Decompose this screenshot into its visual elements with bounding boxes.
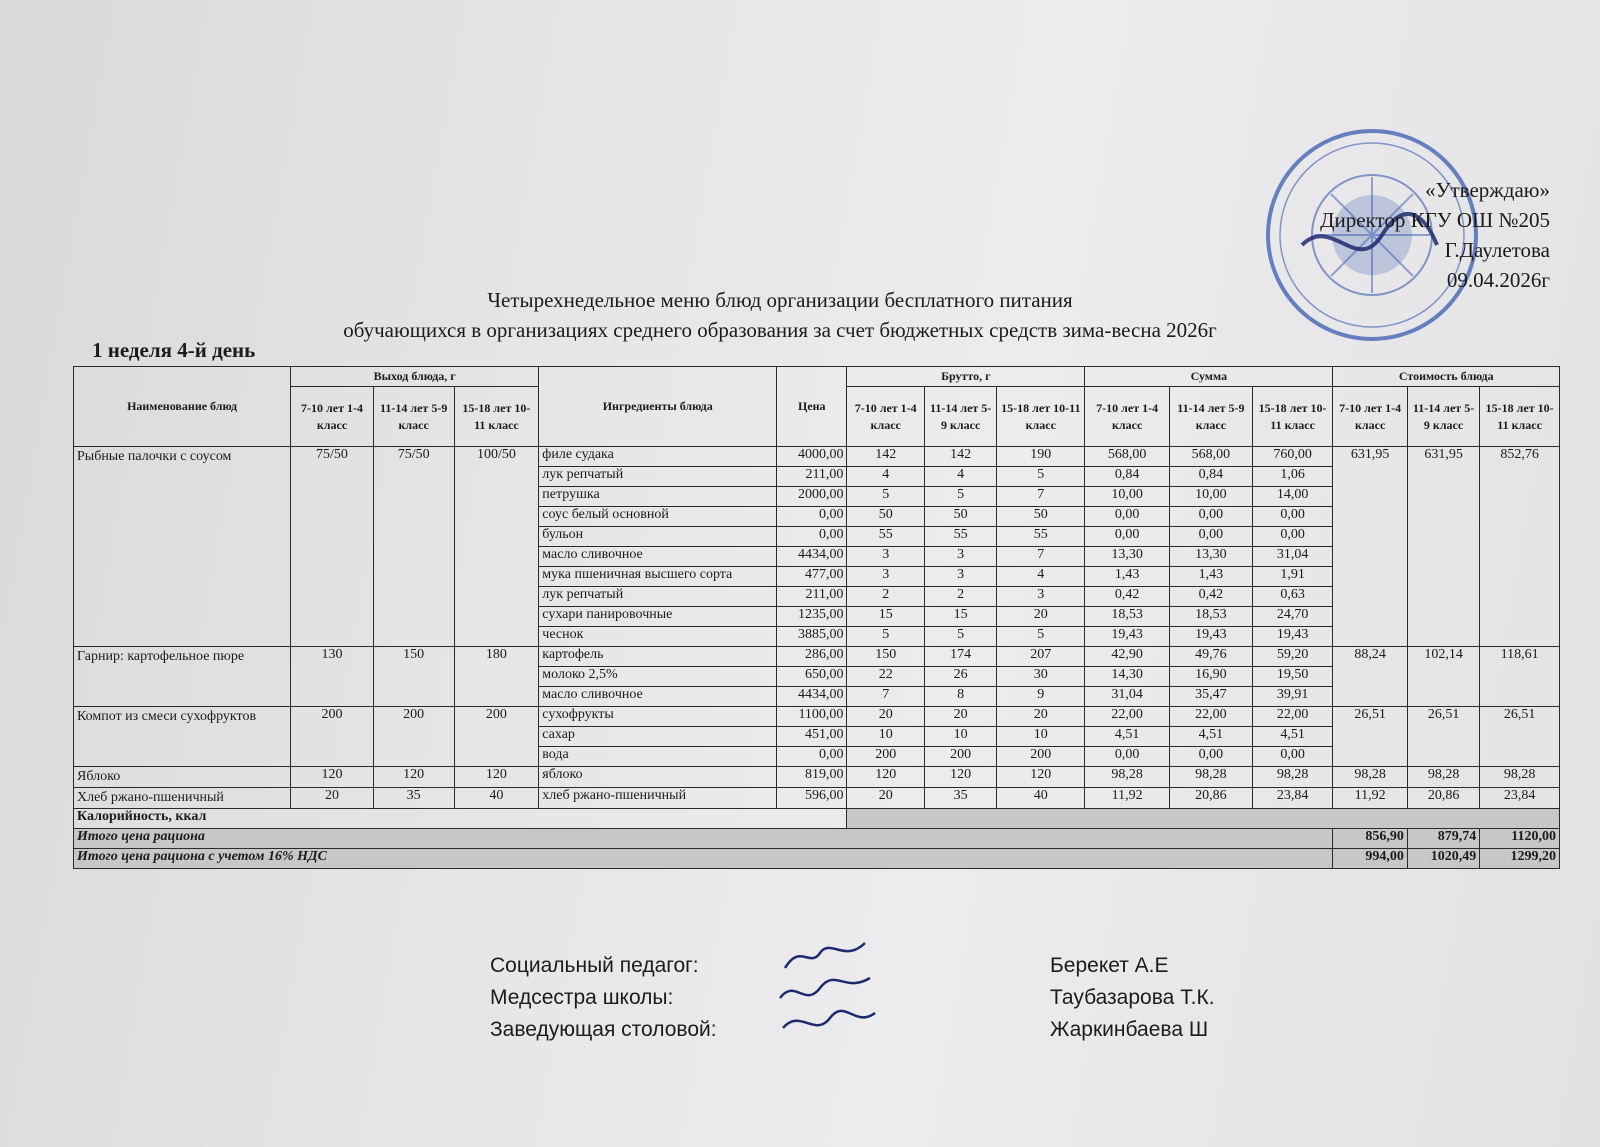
ingredient-brutto: 200: [924, 747, 996, 767]
ingredient-sum: 0,42: [1085, 587, 1170, 607]
ingredient-sum: 22,00: [1252, 707, 1333, 727]
ingredient-sum: 0,00: [1252, 527, 1333, 547]
ingredient-sum: 39,91: [1252, 687, 1333, 707]
header-brutto-age: 7-10 лет 1-4 класс: [847, 387, 925, 447]
ingredient-sum: 568,00: [1170, 447, 1253, 467]
ingredient-sum: 10,00: [1085, 487, 1170, 507]
document-title: [240, 285, 1320, 345]
ingredient-brutto: 35: [924, 788, 996, 809]
ingredient-name: лук репчатый: [539, 587, 777, 607]
signature-name: Берекет А.Е: [1050, 954, 1169, 977]
dish-yield: 75/50: [291, 447, 374, 647]
ingredient-brutto: 200: [997, 747, 1085, 767]
menu-table: [73, 366, 1560, 869]
ingredient-price: 1100,00: [777, 707, 847, 727]
ingredient-brutto: 120: [997, 767, 1085, 788]
ingredient-sum: 4,51: [1170, 727, 1253, 747]
ingredient-sum: 0,84: [1085, 467, 1170, 487]
ingredient-brutto: 7: [847, 687, 925, 707]
ingredient-price: 0,00: [777, 527, 847, 547]
ingredient-sum: 1,43: [1170, 567, 1253, 587]
header-brutto-age: 15-18 лет 10-11 класс: [997, 387, 1085, 447]
header-cost-age: 11-14 лет 5-9 класс: [1407, 387, 1479, 447]
ingredient-sum: 19,50: [1252, 667, 1333, 687]
ingredient-brutto: 26: [924, 667, 996, 687]
ingredient-brutto: 50: [997, 507, 1085, 527]
dish-yield: 200: [291, 707, 374, 767]
dish-name: Рыбные палочки с соусом: [74, 447, 291, 647]
dish-yield: 150: [373, 647, 454, 707]
ingredient-price: 451,00: [777, 727, 847, 747]
header-sum-age: 7-10 лет 1-4 класс: [1085, 387, 1170, 447]
total-label: Итого цена рациона: [74, 829, 1333, 849]
dish-cost: 20,86: [1407, 788, 1479, 809]
ingredient-sum: 0,00: [1085, 527, 1170, 547]
ingredient-sum: 18,53: [1170, 607, 1253, 627]
ingredient-brutto: 5: [997, 627, 1085, 647]
ingredient-price: 211,00: [777, 467, 847, 487]
ingredient-brutto: 55: [847, 527, 925, 547]
ingredient-brutto: 7: [997, 487, 1085, 507]
ingredient-brutto: 2: [924, 587, 996, 607]
ingredient-brutto: 142: [924, 447, 996, 467]
approval-heading: «Утверждаю»: [1425, 178, 1550, 202]
dish-yield: 120: [454, 767, 539, 788]
ingredient-brutto: 5: [997, 467, 1085, 487]
ingredient-sum: 1,43: [1085, 567, 1170, 587]
ingredient-sum: 59,20: [1252, 647, 1333, 667]
ingredient-brutto: 190: [997, 447, 1085, 467]
dish-cost: 98,28: [1480, 767, 1560, 788]
dish-name: Яблоко: [74, 767, 291, 788]
signature-name: Таубазарова Т.К.: [1050, 986, 1215, 1009]
ingredient-sum: 31,04: [1085, 687, 1170, 707]
ingredient-brutto: 30: [997, 667, 1085, 687]
ingredient-brutto: 20: [924, 707, 996, 727]
ingredient-sum: 19,43: [1085, 627, 1170, 647]
dish-yield: 100/50: [454, 447, 539, 647]
ingredient-sum: 19,43: [1252, 627, 1333, 647]
ingredient-name: картофель: [539, 647, 777, 667]
ingredient-sum: 0,00: [1252, 507, 1333, 527]
ingredient-sum: 16,90: [1170, 667, 1253, 687]
ingredient-brutto: 5: [924, 487, 996, 507]
dish-cost: 23,84: [1480, 788, 1560, 809]
header-yield: Выход блюда, г: [291, 367, 539, 387]
ingredient-brutto: 20: [997, 707, 1085, 727]
ingredient-brutto: 9: [997, 687, 1085, 707]
ingredient-brutto: 207: [997, 647, 1085, 667]
ingredient-brutto: 50: [847, 507, 925, 527]
ingredient-sum: 20,86: [1170, 788, 1253, 809]
ingredient-brutto: 3: [997, 587, 1085, 607]
dish-cost: 102,14: [1407, 647, 1479, 707]
dish-cost: 26,51: [1333, 707, 1407, 767]
header-price: Цена: [777, 367, 847, 447]
ingredient-brutto: 3: [924, 547, 996, 567]
dish-name: Хлеб ржано-пшеничный: [74, 788, 291, 809]
ingredient-sum: 14,00: [1252, 487, 1333, 507]
ingredient-brutto: 3: [847, 547, 925, 567]
ingredient-price: 819,00: [777, 767, 847, 788]
header-yield-age: 11-14 лет 5-9 класс: [373, 387, 454, 447]
ingredient-name: сухари панировочные: [539, 607, 777, 627]
ingredient-brutto: 4: [997, 567, 1085, 587]
title-line-1: Четырехнедельное меню блюд организации бесплатного питания: [487, 288, 1073, 312]
header-sum-age: 11-14 лет 5-9 класс: [1170, 387, 1253, 447]
ingredient-brutto: 5: [924, 627, 996, 647]
ingredient-name: бульон: [539, 527, 777, 547]
ingredient-sum: 35,47: [1170, 687, 1253, 707]
ingredient-price: 3885,00: [777, 627, 847, 647]
ingredient-price: 286,00: [777, 647, 847, 667]
ingredient-sum: 0,63: [1252, 587, 1333, 607]
approval-block: [1255, 175, 1550, 295]
dish-name: Гарнир: картофельное пюре: [74, 647, 291, 707]
dish-yield: 40: [454, 788, 539, 809]
dish-yield: 200: [373, 707, 454, 767]
dish-cost: 26,51: [1480, 707, 1560, 767]
dish-yield: 120: [373, 767, 454, 788]
ingredient-brutto: 10: [997, 727, 1085, 747]
header-sum-age: 15-18 лет 10-11 класс: [1252, 387, 1333, 447]
ingredient-sum: 22,00: [1170, 707, 1253, 727]
ingredient-sum: 31,04: [1252, 547, 1333, 567]
ingredient-brutto: 200: [847, 747, 925, 767]
ingredient-price: 650,00: [777, 667, 847, 687]
ingredient-sum: 24,70: [1252, 607, 1333, 627]
table-row: [74, 788, 1560, 809]
dish-yield: 180: [454, 647, 539, 707]
table-row: [74, 767, 1560, 788]
ingredient-brutto: 120: [847, 767, 925, 788]
ingredient-sum: 13,30: [1085, 547, 1170, 567]
ingredient-sum: 19,43: [1170, 627, 1253, 647]
handwritten-signatures: [775, 938, 885, 1048]
ingredient-sum: 760,00: [1252, 447, 1333, 467]
dish-yield: 200: [454, 707, 539, 767]
dish-cost: 88,24: [1333, 647, 1407, 707]
ingredient-sum: 42,90: [1085, 647, 1170, 667]
ingredient-sum: 98,28: [1085, 767, 1170, 788]
ingredient-sum: 0,84: [1170, 467, 1253, 487]
header-cost: Стоимость блюда: [1333, 367, 1560, 387]
ingredient-brutto: 10: [847, 727, 925, 747]
signature-role: Заведующая столовой:: [490, 1018, 717, 1041]
ingredient-price: 211,00: [777, 587, 847, 607]
table-row: [74, 707, 1560, 727]
ingredient-name: вода: [539, 747, 777, 767]
ingredient-sum: 0,00: [1170, 507, 1253, 527]
dish-yield: 75/50: [373, 447, 454, 647]
dish-cost: 98,28: [1407, 767, 1479, 788]
table-row: [74, 647, 1560, 667]
total-value: 856,90: [1333, 829, 1407, 849]
ingredient-brutto: 8: [924, 687, 996, 707]
vat-total-label: Итого цена рациона с учетом 16% НДС: [74, 849, 1333, 869]
ingredient-brutto: 174: [924, 647, 996, 667]
signature-role: Медсестра школы:: [490, 986, 674, 1009]
ingredient-name: мука пшеничная высшего сорта: [539, 567, 777, 587]
ingredient-brutto: 150: [847, 647, 925, 667]
ingredient-price: 596,00: [777, 788, 847, 809]
ingredient-sum: 23,84: [1252, 788, 1333, 809]
dish-cost: 118,61: [1480, 647, 1560, 707]
dish-yield: 120: [291, 767, 374, 788]
calories-values: [847, 809, 1560, 829]
ingredient-name: филе судака: [539, 447, 777, 467]
ingredient-brutto: 15: [847, 607, 925, 627]
ingredient-sum: 568,00: [1085, 447, 1170, 467]
ingredient-price: 2000,00: [777, 487, 847, 507]
dish-cost: 11,92: [1333, 788, 1407, 809]
ingredient-name: сухофрукты: [539, 707, 777, 727]
ingredient-brutto: 3: [924, 567, 996, 587]
ingredient-brutto: 50: [924, 507, 996, 527]
dish-cost: 631,95: [1407, 447, 1479, 647]
ingredient-name: масло сливочное: [539, 687, 777, 707]
vat-total-value: 994,00: [1333, 849, 1407, 869]
dish-yield: 35: [373, 788, 454, 809]
ingredient-brutto: 55: [924, 527, 996, 547]
dish-name: Компот из смеси сухофруктов: [74, 707, 291, 767]
total-value: 1120,00: [1480, 829, 1560, 849]
ingredient-sum: 0,00: [1085, 507, 1170, 527]
ingredient-sum: 13,30: [1170, 547, 1253, 567]
dish-cost: 26,51: [1407, 707, 1479, 767]
ingredient-name: молоко 2,5%: [539, 667, 777, 687]
ingredient-price: 4434,00: [777, 547, 847, 567]
ingredient-brutto: 55: [997, 527, 1085, 547]
vat-total-value: 1020,49: [1407, 849, 1479, 869]
ingredient-price: 4000,00: [777, 447, 847, 467]
ingredient-sum: 0,00: [1085, 747, 1170, 767]
header-yield-age: 7-10 лет 1-4 класс: [291, 387, 374, 447]
ingredient-name: сахар: [539, 727, 777, 747]
ingredient-sum: 0,00: [1252, 747, 1333, 767]
dish-yield: 130: [291, 647, 374, 707]
ingredient-price: 0,00: [777, 507, 847, 527]
ingredient-brutto: 10: [924, 727, 996, 747]
ingredient-price: 0,00: [777, 747, 847, 767]
ingredient-name: хлеб ржано-пшеничный: [539, 788, 777, 809]
ingredient-price: 1235,00: [777, 607, 847, 627]
ingredient-name: петрушка: [539, 487, 777, 507]
ingredient-sum: 4,51: [1252, 727, 1333, 747]
vat-total-value: 1299,20: [1480, 849, 1560, 869]
ingredient-sum: 22,00: [1085, 707, 1170, 727]
ingredient-price: 4434,00: [777, 687, 847, 707]
ingredient-sum: 1,91: [1252, 567, 1333, 587]
dish-cost: 852,76: [1480, 447, 1560, 647]
ingredient-sum: 18,53: [1085, 607, 1170, 627]
ingredient-sum: 0,42: [1170, 587, 1253, 607]
ingredient-brutto: 4: [847, 467, 925, 487]
ingredient-brutto: 15: [924, 607, 996, 627]
header-cost-age: 15-18 лет 10-11 класс: [1480, 387, 1560, 447]
ingredient-sum: 10,00: [1170, 487, 1253, 507]
ingredient-sum: 0,00: [1170, 527, 1253, 547]
ingredient-sum: 98,28: [1252, 767, 1333, 788]
ingredient-name: яблоко: [539, 767, 777, 788]
dish-cost: 98,28: [1333, 767, 1407, 788]
header-sum: Сумма: [1085, 367, 1333, 387]
signature-name: Жаркинбаева Ш: [1050, 1018, 1209, 1041]
table-row: [74, 447, 1560, 467]
ingredient-brutto: 22: [847, 667, 925, 687]
dish-yield: 20: [291, 788, 374, 809]
ingredient-sum: 11,92: [1085, 788, 1170, 809]
ingredient-brutto: 20: [847, 707, 925, 727]
header-brutto-age: 11-14 лет 5-9 класс: [924, 387, 996, 447]
ingredient-brutto: 3: [847, 567, 925, 587]
ingredient-brutto: 40: [997, 788, 1085, 809]
ingredient-sum: 98,28: [1170, 767, 1253, 788]
ingredient-brutto: 142: [847, 447, 925, 467]
header-cost-age: 7-10 лет 1-4 класс: [1333, 387, 1407, 447]
ingredient-sum: 1,06: [1252, 467, 1333, 487]
ingredient-name: соус белый основной: [539, 507, 777, 527]
header-ingredients: Ингредиенты блюда: [539, 367, 777, 447]
total-value: 879,74: [1407, 829, 1479, 849]
header-brutto: Брутто, г: [847, 367, 1085, 387]
approval-date: 09.04.2026г: [1446, 268, 1550, 292]
calories-label: Калорийность, ккал: [74, 809, 847, 829]
ingredient-brutto: 7: [997, 547, 1085, 567]
ingredient-price: 477,00: [777, 567, 847, 587]
ingredient-sum: 49,76: [1170, 647, 1253, 667]
ingredient-brutto: 4: [924, 467, 996, 487]
ingredient-name: масло сливочное: [539, 547, 777, 567]
ingredient-name: лук репчатый: [539, 467, 777, 487]
ingredient-brutto: 2: [847, 587, 925, 607]
signatures-block: [490, 950, 1250, 1046]
ingredient-name: чеснок: [539, 627, 777, 647]
ingredient-sum: 0,00: [1170, 747, 1253, 767]
ingredient-sum: 4,51: [1085, 727, 1170, 747]
ingredient-brutto: 20: [997, 607, 1085, 627]
ingredient-brutto: 5: [847, 487, 925, 507]
ingredient-brutto: 5: [847, 627, 925, 647]
approval-name: Г.Даулетова: [1444, 238, 1550, 262]
signature-role: Социальный педагог:: [490, 954, 699, 977]
ingredient-sum: 14,30: [1085, 667, 1170, 687]
ingredient-brutto: 120: [924, 767, 996, 788]
header-dish: Наименование блюд: [74, 367, 291, 447]
day-label: 1 неделя 4-й день: [92, 338, 256, 362]
dish-cost: 631,95: [1333, 447, 1407, 647]
title-line-2: обучающихся в организациях среднего образования за счет бюджетных средств зима-весна 2026г: [343, 318, 1217, 342]
approval-director: Директор КГУ ОШ №205: [1320, 208, 1550, 232]
ingredient-brutto: 20: [847, 788, 925, 809]
header-yield-age: 15-18 лет 10-11 класс: [454, 387, 539, 447]
